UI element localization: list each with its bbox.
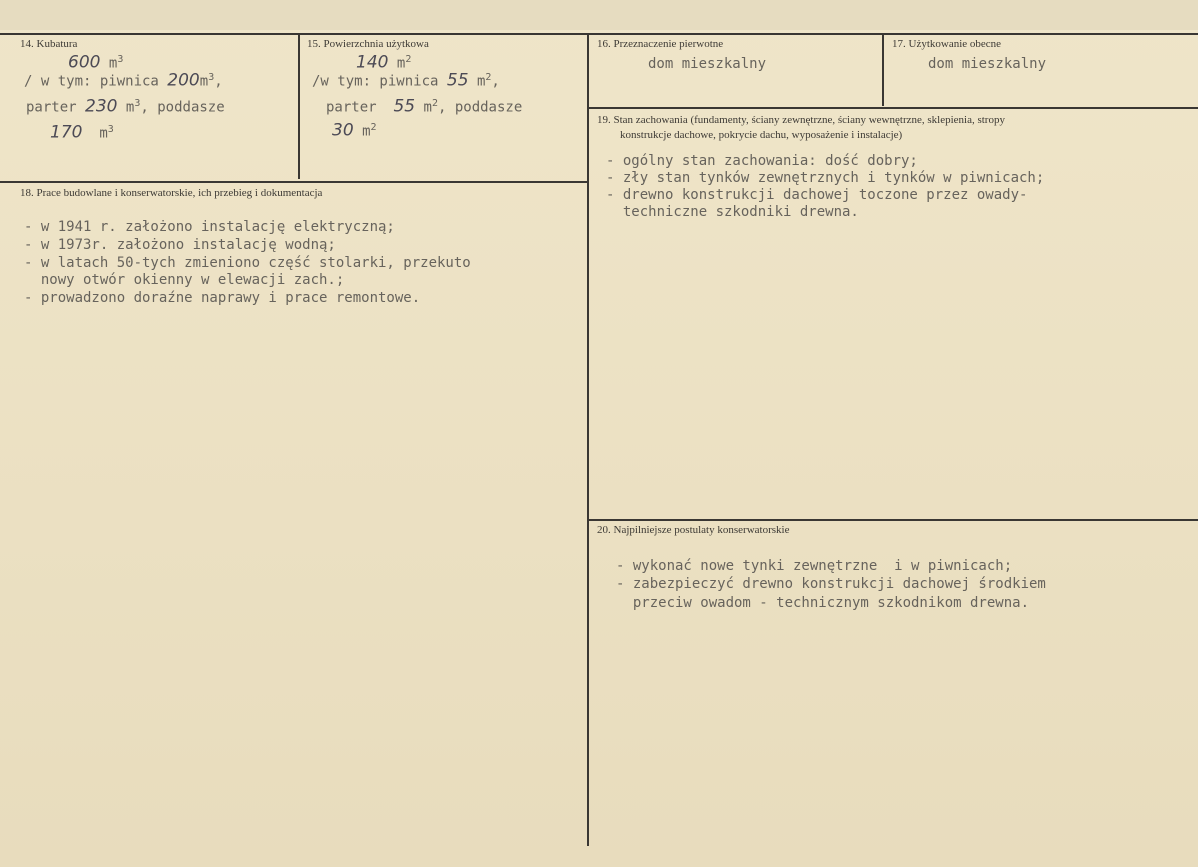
field-19-line: - ogólny stan zachowania: dość dobry;	[606, 153, 918, 169]
field-18-line: - w latach 50-tych zmieniono część stolarki, przekuto	[24, 255, 471, 271]
field-15-line3: 30 $m^2$	[332, 120, 377, 141]
field-15-total: 140 $m^2$	[356, 52, 412, 73]
rule-above-18	[0, 181, 588, 183]
divider-14-15	[298, 34, 300, 179]
center-divider	[587, 34, 589, 846]
field-20-line: - zabezpieczyć drewno konstrukcji dachowej środkiem	[616, 576, 1046, 592]
field-14-line3: 170 $m^3$	[50, 122, 114, 143]
top-rule	[0, 33, 1198, 35]
divider-16-17	[882, 34, 884, 106]
field-18-line: - w 1941 r. założono instalację elektryczną;	[24, 219, 395, 235]
field-19-label-line1: 19. Stan zachowania (fundamenty, ściany zewnętrzne, ściany wewnętrzne, sklepienia, stropy	[597, 114, 1005, 126]
field-14-label: 14. Kubatura	[20, 38, 78, 50]
field-16-label: 16. Przeznaczenie pierwotne	[597, 38, 724, 50]
field-15-line1: /w tym: piwnica 55 $m^2$,	[312, 70, 500, 91]
field-14-total: 600 $m^3$	[68, 52, 124, 73]
field-14-line1: / w tym: piwnica $200m^3$,	[24, 70, 223, 91]
field-19-line: - drewno konstrukcji dachowej toczone przez owady-	[606, 187, 1028, 203]
rule-above-20	[588, 519, 1198, 521]
field-20-line: przeciw owadom - technicznym szkodnikom drewna.	[616, 595, 1030, 611]
rule-above-19	[588, 107, 1198, 109]
field-20-line: - wykonać nowe tynki zewnętrzne i w piwnicach;	[616, 558, 1013, 574]
field-17-value: dom mieszkalny	[928, 56, 1047, 72]
top-band	[0, 0, 1198, 30]
field-18-label: 18. Prace budowlane i konserwatorskie, ich przebieg i dokumentacja	[20, 187, 323, 199]
field-18-line: - prowadzono doraźne naprawy i prace remontowe.	[24, 290, 421, 306]
field-19-label-line2: konstrukcje dachowe, pokrycie dachu, wyposażenie i instalacje)	[620, 129, 903, 141]
field-20-label: 20. Najpilniejsze postulaty konserwatorskie	[597, 524, 790, 536]
field-19-line: - zły stan tynków zewnętrznych i tynków w piwnicach;	[606, 170, 1045, 186]
field-19-line: techniczne szkodniki drewna.	[606, 204, 859, 220]
field-16-value: dom mieszkalny	[648, 56, 767, 72]
field-18-line: - w 1973r. założono instalację wodną;	[24, 237, 336, 253]
field-15-label: 15. Powierzchnia użytkowa	[307, 38, 429, 50]
field-17-label: 17. Użytkowanie obecne	[892, 38, 1002, 50]
field-14-line2: parter 230 $m^3$, poddasze	[26, 96, 225, 117]
field-15-line2: parter 55 $m^2$, poddasze	[326, 96, 523, 117]
field-18-line: nowy otwór okienny w elewacji zach.;	[24, 272, 345, 288]
